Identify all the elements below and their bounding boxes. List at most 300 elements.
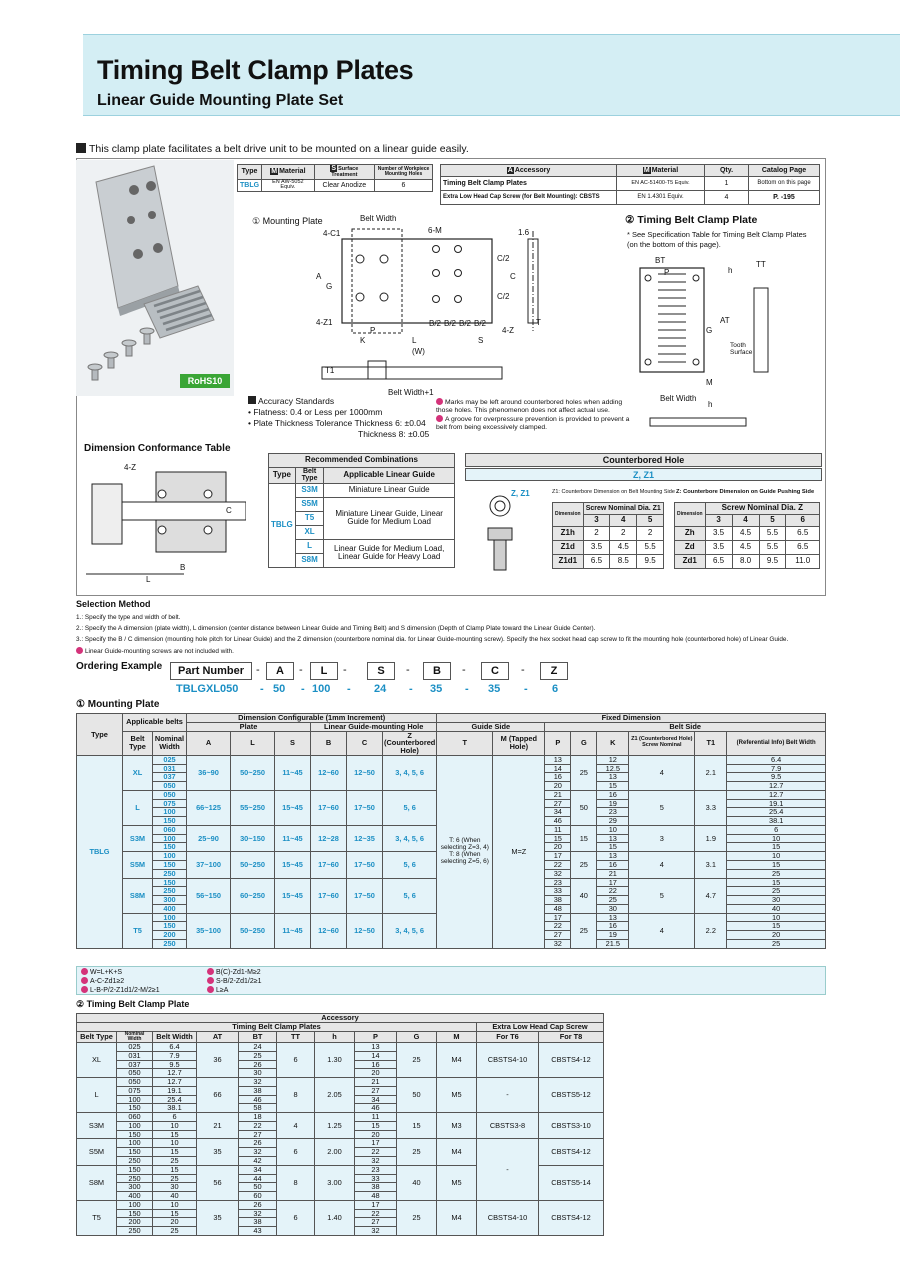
mp-p: 32 [545,939,571,948]
mp-b: 17~60 [311,790,347,825]
mp-nominal-width: 200 [153,931,187,940]
tb-h-t6: For T6 [477,1031,539,1043]
mp-k: 17 [597,878,629,887]
tb-belt-width: 25 [153,1156,197,1165]
tb-belt-width: 20 [153,1218,197,1227]
tb-belt-width: 25 [153,1227,197,1236]
accuracy-thickness-8: Thickness 8: ±0.05 [358,429,430,440]
clamp-plate-drawing [630,258,780,430]
accuracy-title-text: Accuracy Standards [258,396,335,406]
mp-t1: 1.9 [695,825,727,851]
mp-ref-width: 25.4 [727,808,826,817]
cbhole-right-table [674,502,820,569]
mp-ref-width: 30 [727,896,826,905]
cp-label-g: G [706,326,713,335]
tb-p: 17 [355,1139,397,1148]
ordering-col-c: C [481,662,509,680]
combinations-table [268,453,455,568]
mp-nominal-width: 400 [153,904,187,913]
mp-ref-width: 19.1 [727,799,826,808]
tb-p: 38 [355,1183,397,1192]
selection-step-1: 1.: Specify the type and width of belt. [76,614,181,621]
tb-bt: 58 [239,1104,277,1113]
conf-label-4z: 4-Z [124,463,136,472]
mp-h-b: B [311,731,347,755]
mp-z: 5, 6 [383,790,437,825]
accuracy-thickness-6: • Plate Thickness Tolerance Thickness 6: ±0.04 [248,418,426,429]
mp-p: 11 [545,825,571,834]
tb-belt-width: 40 [153,1192,197,1201]
mp-k: 10 [597,825,629,834]
mp-label-b2d: B/2 [474,319,487,328]
tb-nominal-width: 200 [117,1218,153,1227]
mp-ref-width: 12.7 [727,790,826,799]
mp-nominal-width: 075 [153,799,187,808]
tb-bt: 38 [239,1218,277,1227]
combos-title: Recommended Combinations [269,454,455,468]
tb-t6: - [477,1139,539,1200]
mp-label-4z1: 4-Z1 [316,318,333,327]
mp-label-s: S [478,336,484,345]
mp-ref-width: 6 [727,825,826,834]
mp-p: 22 [545,861,571,870]
mp-h-l: L [231,731,275,755]
combos-belt-s5m: S5M [295,497,324,511]
acc-h2: Material [651,166,679,174]
combos-belt-s3m: S3M [295,483,324,497]
page-header [0,0,900,116]
mp-nominal-width: 031 [153,764,187,773]
tb-belt-width: 25.4 [153,1095,197,1104]
drawing-note-2-text: A groove for overpressure prevention is provided to prevent a belt from being excessively clamped. [436,416,630,432]
cp-label-at: AT [720,316,730,325]
mp-s: 15~45 [275,790,311,825]
mp-nominal-width: 300 [153,896,187,905]
mp-l: 50~250 [231,755,275,790]
mp-p: 20 [545,782,571,791]
tb-bt: 27 [239,1130,277,1139]
tb-h-bt: Belt Type [77,1031,117,1043]
mp-belt-type: S5M [123,852,153,878]
mp-k: 22 [597,887,629,896]
tb-p: 16 [355,1060,397,1069]
tb-belt-type: T5 [77,1200,117,1235]
ordering-dash-4: - [406,664,410,676]
timing-belt-table-title: ② Timing Belt Clamp Plate [76,999,190,1009]
cbhole-r-r0-4: 6.5 [786,527,820,541]
tb-bt: 50 [239,1183,277,1192]
accuracy-title [248,396,429,407]
mp-p: 46 [545,817,571,826]
mp-h-a: A [187,731,231,755]
mp-k: 23 [597,808,629,817]
tb-nominal-width: 075 [117,1086,153,1095]
cbhole-right-head: Screw Nominal Dia. Z [705,503,819,515]
tb-row [77,1200,604,1209]
mp-a: 66~125 [187,790,231,825]
cbhole-l-r0-1: 2 [583,527,610,541]
mp-label-6m: 6-M [428,226,442,235]
mp-label-c2a: C/2 [497,254,510,263]
spec-material-header: M Material [262,165,315,180]
mp-label-w: (W) [412,347,425,356]
mp-t1: 3.3 [695,790,727,825]
tb-h-bw: Belt Width [153,1031,197,1043]
tb-at: 56 [197,1165,239,1200]
tb-nominal-width: 100 [117,1139,153,1148]
mp-t1: 2.1 [695,755,727,790]
mp-nominal-width: 250 [153,939,187,948]
tb-p: 22 [355,1209,397,1218]
accuracy-flatness: • Flatness: 0.4 or Less per 1000mm [248,407,383,418]
cbhole-r-r1-2: 4.5 [732,541,759,555]
tb-bt: 46 [239,1095,277,1104]
tb-at: 21 [197,1113,239,1139]
mp-h-nw: Nominal Width [153,731,187,755]
mp-label-4z: 4-Z [502,326,514,335]
tb-t6: - [477,1078,539,1113]
cbhole-l-r2-3: 9.5 [637,555,664,569]
selection-step-2: 2.: Specify the A dimension (plate width), L dimension (center distance between Linear Guide and Timing Belt) and S dimension (Depth of Clamp Plate toward the Linear Guide Center). [76,625,596,632]
tb-nominal-width: 150 [117,1148,153,1157]
combos-belt-l: L [295,539,324,553]
tb-p: 22 [355,1148,397,1157]
mp-b: 17~60 [311,852,347,878]
ordering-val-dash-6: - [524,683,528,695]
tb-h-acc: Accessory [77,1014,604,1023]
mp-label-b2b: B/2 [444,319,457,328]
mp-ref-width: 10 [727,834,826,843]
acc-header-material: M Material [617,165,705,177]
tb-m: M3 [437,1113,477,1139]
tb-bt: 26 [239,1200,277,1209]
mp-formulas [76,966,826,995]
tb-tt: 4 [277,1113,315,1139]
mp-nominal-width: 100 [153,913,187,922]
tb-h-g: G [397,1031,437,1043]
mp-g: 25 [571,852,597,878]
mp-label-4c1: 4-C1 [323,229,341,238]
tb-bt: 22 [239,1121,277,1130]
mounting-plate-drawing [318,225,554,405]
intro-text [76,143,469,155]
acc-r0-qty: 1 [705,177,749,191]
tb-belt-type: S3M [77,1113,117,1139]
spec-surf-label: Surface Treatment [331,166,359,178]
acc-header-page: Catalog Page [749,165,820,177]
mp-formula [207,977,261,985]
ordering-val-z: 6 [552,683,559,695]
tb-t8: CBSTS4-12 [539,1200,604,1235]
acc-r1-qty: 4 [705,191,749,205]
tb-t6: CBSTS3-8 [477,1113,539,1139]
tb-bt: 26 [239,1139,277,1148]
mp-c: 17~50 [347,878,383,913]
tb-p: 15 [355,1121,397,1130]
tb-g: 40 [397,1165,437,1200]
ordering-dash-6: - [521,664,525,676]
mp-h-guide-side: Guide Side [437,722,545,731]
mp-formula [81,968,122,976]
ordering-val-dash-5: - [465,683,469,695]
conformance-drawing [86,462,246,588]
conf-label-c: C [226,506,232,515]
spec-type-header: Type [238,165,262,180]
page-title: Timing Belt Clamp Plates [97,55,414,85]
tb-nominal-width: 250 [117,1227,153,1236]
mp-a: 36~90 [187,755,231,790]
mp-ref-width: 25 [727,869,826,878]
mp-p: 22 [545,922,571,931]
ordering-val-dash-4: - [409,683,413,695]
tb-t8: CBSTS4-12 [539,1139,604,1165]
acc-r1-name: Extra Low Head Cap Screw (for Belt Mounting): CBSTS [441,191,617,205]
tb-nominal-width: 400 [117,1192,153,1201]
cbhole-right-c0: 3 [705,515,732,527]
timing-belt-table [76,1013,604,1236]
mp-l: 55~250 [231,790,275,825]
tb-row [77,1078,604,1087]
tb-m: M5 [437,1165,477,1200]
spec-holes: 6 [375,179,433,192]
cbhole-l-r0-3: 2 [637,527,664,541]
mp-formula-text: B(C)-Zd1-M≥2 [216,969,261,976]
tb-belt-width: 15 [153,1165,197,1174]
tb-p: 27 [355,1086,397,1095]
mp-z1: 4 [629,852,695,878]
mp-z1: 3 [629,825,695,851]
combos-guide-1: Miniature Linear Guide, Linear Guide for Medium Load [324,497,455,539]
tb-p: 20 [355,1130,397,1139]
mp-l: 30~150 [231,825,275,851]
mp-formula-text: L-B-P/2-Z1d1/2-M/2≥1 [90,987,160,994]
mp-k: 30 [597,904,629,913]
cbhole-r-r2-k: Zd1 [675,555,706,569]
mp-h-bt: Belt Type [123,731,153,755]
mp-nominal-width: 025 [153,755,187,764]
ordering-col-a: A [266,662,294,680]
product-photo-svg [76,160,234,396]
tb-belt-width: 15 [153,1130,197,1139]
tb-belt-type: XL [77,1043,117,1078]
formula-pin-icon [81,968,88,975]
mp-h-m: M (Tapped Hole) [493,731,545,755]
mp-p: 48 [545,904,571,913]
mp-p: 32 [545,869,571,878]
selection-step-3: 3.: Specify the B / C dimension (mounting hole pitch for Linear Guide) and the Z dimension (counterbore nominal dia. for Linear Guide-mounting screw). Specify the hex socket head cap screw to fit the mounting hole (counterbored hole) of Linear Guide. [76,636,789,643]
mp-z1: 5 [629,878,695,913]
cp-label-m: M [706,378,713,387]
tb-p: 17 [355,1200,397,1209]
tb-m: M4 [437,1139,477,1165]
combos-guide-0: Miniature Linear Guide [324,483,455,497]
mp-k: 12 [597,755,629,764]
tb-m: M4 [437,1043,477,1078]
combos-type: TBLG [269,483,296,567]
cbhole-l-r2-1: 6.5 [583,555,610,569]
mp-formula-text: A-C-Zd1≥2 [90,978,125,985]
tb-bt: 26 [239,1060,277,1069]
mp-type: TBLG [77,755,123,948]
intro-label: This clamp plate facilitates a belt drive unit to be mounted on a linear guide easily. [89,143,469,155]
cbhole-title: Counterbored Hole [465,453,822,467]
cbhole-right-c3: 6 [786,515,820,527]
tb-nominal-width: 050 [117,1078,153,1087]
spec-table [237,164,433,192]
mp-p: 27 [545,799,571,808]
tb-tt: 6 [277,1139,315,1165]
mp-l: 50~250 [231,913,275,948]
mp-h-ref: (Referential Info) Belt Width [727,731,826,755]
tb-belt-width: 30 [153,1183,197,1192]
mp-s: 11~45 [275,825,311,851]
mp-k: 16 [597,790,629,799]
formula-pin-icon [81,986,88,993]
cbhole-left-title: Z1: Counterbore Dimension on Belt Mounting Side [552,489,675,495]
tb-body [77,1043,604,1236]
tb-h: 3.00 [315,1165,355,1200]
mp-nominal-width: 150 [153,861,187,870]
tb-at: 35 [197,1200,239,1235]
mp-p: 13 [545,755,571,764]
mp-l: 50~250 [231,852,275,878]
mp-c: 12~50 [347,755,383,790]
tb-t8: CBSTS5-12 [539,1078,604,1113]
cbhole-l-r0-k: Z1h [553,527,584,541]
cbhole-right-c1: 4 [732,515,759,527]
mp-nominal-width: 250 [153,869,187,878]
accuracy-standards [248,396,429,440]
mp-ref-width: 7.9 [727,764,826,773]
combos-h-guide: Applicable Linear Guide [324,468,455,484]
combos-guide-2: Linear Guide for Medium Load, Linear Guide for Heavy Load [324,539,455,567]
mp-ref-width: 25 [727,939,826,948]
mp-g: 25 [571,755,597,790]
mp-p: 20 [545,843,571,852]
mp-p: 14 [545,764,571,773]
combos-h-belt: Belt Type [295,468,324,484]
mp-h-p: P [545,731,571,755]
tb-h: 1.30 [315,1043,355,1078]
mp-h-s: S [275,731,311,755]
tb-nominal-width: 300 [117,1183,153,1192]
tb-bt: 18 [239,1113,277,1122]
mp-b: 12~60 [311,913,347,948]
tb-at: 66 [197,1078,239,1113]
acc-r1-page: P. -195 [749,191,820,205]
cbhole-r-r1-1: 3.5 [705,541,732,555]
mp-label-b2c: B/2 [459,319,472,328]
mp-ref-width: 10 [727,913,826,922]
tb-h-h: h [315,1031,355,1043]
ordering-col-s: S [367,662,395,680]
tb-t8: CBSTS4-12 [539,1043,604,1078]
tb-bt: 32 [239,1209,277,1218]
mp-label-belt-width-1: Belt Width+1 [388,388,434,397]
tb-nominal-width: 250 [117,1156,153,1165]
cbhole-r-r2-4: 11.0 [786,555,820,569]
mp-label-1-6: 1.6 [518,228,530,237]
tb-p: 34 [355,1095,397,1104]
tb-belt-width: 12.7 [153,1069,197,1078]
cp-label-belt-width: Belt Width [660,394,697,403]
tb-belt-width: 6.4 [153,1043,197,1052]
mp-label-c: C [510,272,516,281]
mp-ref-width: 15 [727,922,826,931]
mp-ref-width: 38.1 [727,817,826,826]
tb-belt-type: L [77,1078,117,1113]
mp-a: 37~100 [187,852,231,878]
mp-nominal-width: 150 [153,878,187,887]
acc-r1-mat: EN 1.4301 Equiv. [617,191,705,205]
mp-g: 15 [571,825,597,851]
mp-t1: 3.1 [695,852,727,878]
mp-row [77,755,826,764]
cbhole-drawing [476,488,536,584]
tb-row [77,1043,604,1052]
tb-nominal-width: 100 [117,1121,153,1130]
mp-h-lgm: Linear Guide-mounting Hole [311,722,437,731]
mp-p: 16 [545,773,571,782]
mp-h-c: C [347,731,383,755]
tb-h-nw: Nominal Width [117,1031,153,1043]
tb-tt: 8 [277,1165,315,1200]
mp-ref-width: 25 [727,887,826,896]
mp-h-fixed: Fixed Dimension [437,714,826,723]
selection-note [76,647,234,655]
tb-p: 32 [355,1227,397,1236]
cbhole-l-r1-1: 3.5 [583,541,610,555]
tb-nominal-width: 050 [117,1069,153,1078]
mp-h-z1: Z1 (Counterbored Hole) Screw Nominal [629,731,695,755]
tb-p: 14 [355,1051,397,1060]
ordering-col-z: Z [540,662,568,680]
mp-m: M=Z [493,755,545,948]
tb-belt-width: 15 [153,1209,197,1218]
mp-p: 21 [545,790,571,799]
ordering-col-part: Part Number [170,662,252,680]
mp-z: 3, 4, 5, 6 [383,755,437,790]
acc-header-name: A Accessory [441,165,617,177]
tb-belt-width: 12.7 [153,1078,197,1087]
tb-h-p: P [355,1031,397,1043]
ordering-val-a: 50 [273,683,286,695]
spec-holes-header: Number of Workpiece Mounting Holes [375,165,433,180]
spec-mat-label: Material [279,168,306,176]
combos-belt-t5: T5 [295,511,324,525]
tb-bt: 30 [239,1069,277,1078]
tb-nominal-width: 150 [117,1165,153,1174]
tb-p: 23 [355,1165,397,1174]
cbhole-l-r0-2: 2 [610,527,637,541]
cbhole-r-r1-k: Zd [675,541,706,555]
mp-b: 12~28 [311,825,347,851]
acc-r0-page: Bottom on this page [749,177,820,191]
mp-formula [207,968,261,976]
tb-p: 46 [355,1104,397,1113]
cbhole-r-r2-2: 8.0 [732,555,759,569]
ordering-dash-5: - [462,664,466,676]
tb-g: 25 [397,1139,437,1165]
mp-h-belts: Applicable belts [123,714,187,732]
acc-header-qty: Qty. [705,165,749,177]
mp-k: 16 [597,861,629,870]
tb-row [77,1139,604,1148]
tb-nominal-width: 037 [117,1060,153,1069]
tb-at: 36 [197,1043,239,1078]
mp-k: 13 [597,913,629,922]
cbhole-l-r1-k: Z1d [553,541,584,555]
